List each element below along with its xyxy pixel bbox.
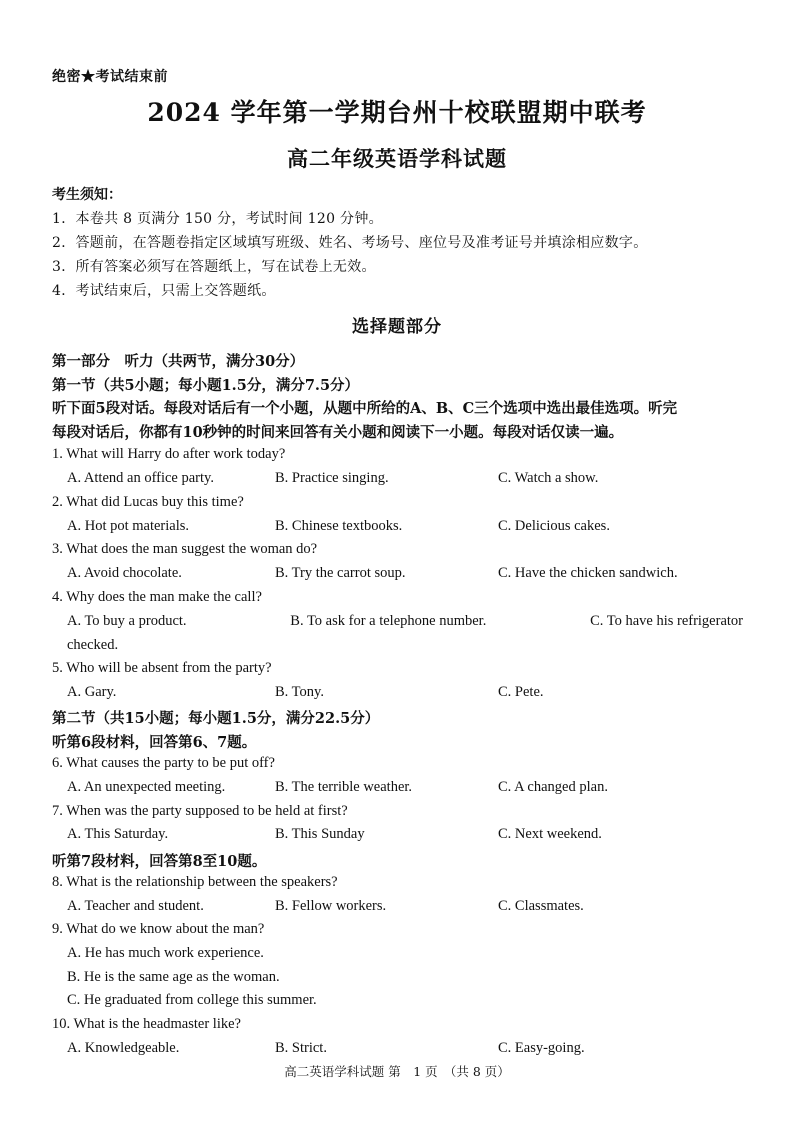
option-b: B. Chinese textbooks. <box>275 518 403 534</box>
notice-item: 2．答题前，在答题卷指定区域填写班级、姓名、考场号、座位号及准考证号并填涂相应数字。 <box>52 235 648 251</box>
notice-item: 1．本卷共 8 页满分 150 分，考试时间 120 分钟。 <box>52 211 383 227</box>
option-c: C. Watch a show. <box>498 470 599 486</box>
option-c: C. To have his refrigerator <box>590 613 743 629</box>
option-a: A. Hot pot materials. <box>67 518 190 534</box>
option-c: C. Delicious cakes. <box>498 518 610 534</box>
option-c: C. A changed plan. <box>498 779 608 795</box>
option-row <box>67 613 743 630</box>
option-b: B. To ask for a telephone number. <box>290 613 487 629</box>
question-stem: 5. Who will be absent from the party? <box>52 660 272 676</box>
option-a: A. This Saturday. <box>67 826 169 842</box>
sec2-title: 第二节（共15小题；每小题1.5分，满分22.5分） <box>52 710 380 727</box>
question-stem: 1. What will Harry do after work today? <box>52 446 286 462</box>
notice-item: 4．考试结束后，只需上交答题纸。 <box>52 283 276 299</box>
sec1-title: 第一节（共5小题；每小题1.5分，满分7.5分） <box>52 377 360 394</box>
option-c: C. Next weekend. <box>498 826 602 842</box>
option-c: C. Classmates. <box>498 898 584 914</box>
question-stem: 4. Why does the man make the call? <box>52 589 262 605</box>
option-b: B. The terrible weather. <box>275 779 413 795</box>
option-b: B. He is the same age as the woman. <box>67 969 280 985</box>
option-a: A. Knowledgeable. <box>67 1040 180 1056</box>
section-title: 选择题部分 <box>352 317 442 337</box>
option-c: C. Have the chicken sandwich. <box>498 565 678 581</box>
exam-title: 2024 学年第一学期台州十校联盟期中联考 <box>147 98 647 127</box>
part1-title: 第一部分 听力（共两节，满分30分） <box>52 353 305 370</box>
option-a: A. He has much work experience. <box>67 945 264 961</box>
exam-subtitle: 高二年级英语学科试题 <box>287 146 507 171</box>
question-stem: 2. What did Lucas buy this time? <box>52 494 244 510</box>
question-stem: 8. What is the relationship between the speakers? <box>52 874 338 890</box>
option-b: B. This Sunday <box>275 826 365 842</box>
question-stem: 9. What do we know about the man? <box>52 921 265 937</box>
question-stem: 6. What causes the party to be put off? <box>52 755 275 771</box>
option-c-continued: checked. <box>67 637 119 653</box>
option-c: C. Pete. <box>498 684 544 700</box>
option-b: B. Tony. <box>275 684 324 700</box>
option-a: A. Avoid chocolate. <box>67 565 182 581</box>
option-a: A. Gary. <box>67 684 117 700</box>
page-footer: 高二英语学科试题 第 1 页 （共 8 页） <box>284 1064 510 1079</box>
question-stem: 7. When was the party supposed to be held at first? <box>52 803 348 819</box>
option-a: A. An unexpected meeting. <box>67 779 226 795</box>
option-a: A. To buy a product. <box>67 613 187 629</box>
option-a: A. Teacher and student. <box>67 898 204 914</box>
notice-heading: 考生须知： <box>52 187 122 203</box>
sec1-instructions: 每段对话后，你都有10秒钟的时间来回答有关小题和阅读下一小题。每段对话仅读一遍。 <box>52 424 624 441</box>
option-a: A. Attend an office party. <box>67 470 214 486</box>
sec2-group-heading: 听第6段材料，回答第6、7题。 <box>52 734 257 751</box>
sec1-instructions: 听下面5段对话。每段对话后有一个小题，从题中所给的A、B、C三个选项中选出最佳选项。听完 <box>52 400 678 417</box>
option-b: B. Practice singing. <box>275 470 389 486</box>
option-b: B. Fellow workers. <box>275 898 387 914</box>
notice-item: 3．所有答案必须写在答题纸上，写在试卷上无效。 <box>52 259 376 275</box>
question-stem: 10. What is the headmaster like? <box>52 1016 241 1032</box>
option-b: B. Try the carrot soup. <box>275 565 406 581</box>
confidential-mark: 绝密★考试结束前 <box>52 69 168 85</box>
option-c: C. Easy-going. <box>498 1040 585 1056</box>
question-stem: 3. What does the man suggest the woman do? <box>52 541 318 557</box>
option-b: B. Strict. <box>275 1040 327 1056</box>
sec2-group-heading: 听第7段材料，回答第8至10题。 <box>52 853 267 870</box>
option-c: C. He graduated from college this summer. <box>67 992 317 1008</box>
